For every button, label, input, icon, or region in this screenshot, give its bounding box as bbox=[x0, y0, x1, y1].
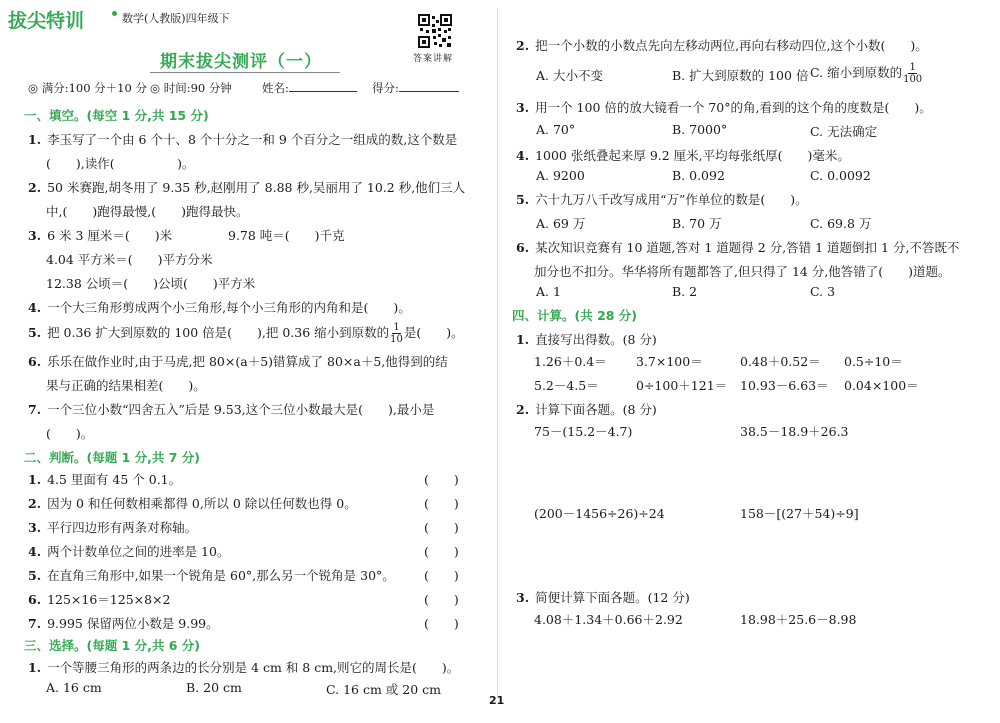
choice-6-cont: 加分也不扣分。华华将所有题都答了,但只得了 14 分,他答错了( )道题。 bbox=[534, 264, 951, 279]
choice-1: 1. 一个等腰三角形的两条边的长分别是 4 cm 和 8 cm,则它的周长是( )。 bbox=[28, 660, 460, 675]
qr-code-icon[interactable] bbox=[418, 14, 452, 48]
choice-4-option-b[interactable]: B. 0.092 bbox=[672, 168, 725, 183]
question-3b: 9.78 吨＝( )千克 bbox=[228, 228, 345, 243]
subject-label: 数学(人教版)四年级下 bbox=[122, 12, 230, 25]
judge-answer-4[interactable]: ( ) bbox=[424, 544, 459, 559]
bullet-dot-icon bbox=[112, 11, 117, 16]
judge-item-4: 4. 两个计数单位之间的进率是 10。 bbox=[28, 544, 230, 559]
choice-2-option-a[interactable]: A. 大小不变 bbox=[536, 68, 603, 83]
choice-1-option-a[interactable]: A. 16 cm bbox=[46, 680, 102, 695]
calc-2-item-a: 75－(15.2－4.7) bbox=[534, 424, 633, 439]
calc-1-item: 0.5÷10＝ bbox=[844, 354, 903, 369]
choice-4: 4. 1000 张纸叠起来厚 9.2 厘米,平均每张纸厚( )毫米。 bbox=[516, 148, 850, 163]
question-4: 4. 一个大三角形剪成两个小三角形,每个小三角形的内角和是( )。 bbox=[28, 300, 411, 315]
judge-answer-1[interactable]: ( ) bbox=[424, 472, 459, 487]
calc-1-item: 0.48＋0.52＝ bbox=[740, 354, 821, 369]
section-fill-blank: 一、填空。(每空 1 分,共 15 分) bbox=[24, 108, 209, 123]
page-number: 21 bbox=[489, 694, 505, 707]
choice-5: 5. 六十九万八千改写成用“万”作单位的数是( )。 bbox=[516, 192, 808, 207]
qr-caption: 答案讲解 bbox=[413, 54, 454, 64]
choice-6-option-b[interactable]: B. 2 bbox=[672, 284, 698, 299]
score-field[interactable]: 得分: bbox=[372, 80, 459, 96]
full-score-label: ◎ 满分:100 分＋10 分 bbox=[28, 81, 147, 95]
judge-answer-7[interactable]: ( ) bbox=[424, 616, 459, 631]
calc-1-item: 5.2－4.5＝ bbox=[534, 378, 599, 393]
judge-answer-6[interactable]: ( ) bbox=[424, 592, 459, 607]
calc-1-item: 0÷100＋121＝ bbox=[636, 378, 728, 393]
question-2: 2. 50 米赛跑,胡冬用了 9.35 秒,赵刚用了 8.88 秒,吴丽用了 10.2 秒,他们三人 bbox=[28, 180, 466, 195]
calc-1-item: 0.04×100＝ bbox=[844, 378, 919, 393]
question-1: 1. 李玉写了一个由 6 个十、8 个十分之一和 9 个百分之一组成的数,这个数是 bbox=[28, 132, 458, 147]
calc-1-item: 10.93－6.63＝ bbox=[740, 378, 829, 393]
calc-2-item-b: 38.5－18.9＋26.3 bbox=[740, 424, 849, 439]
choice-1-option-b[interactable]: B. 20 cm bbox=[186, 680, 242, 695]
page-divider bbox=[497, 8, 498, 698]
time-label: ◎ 时间:90 分钟 bbox=[150, 81, 232, 95]
calc-2-item-c: (200－1456÷26)÷24 bbox=[534, 506, 665, 521]
choice-6-option-a[interactable]: A. 1 bbox=[536, 284, 561, 299]
judge-answer-3[interactable]: ( ) bbox=[424, 520, 459, 535]
calc-2-item-d: 158－[(27＋54)÷9] bbox=[740, 506, 859, 521]
calc-3-item-a: 4.08＋1.34＋0.66＋2.92 bbox=[534, 612, 683, 627]
choice-1-option-c[interactable]: C. 16 cm 或 20 cm bbox=[326, 682, 441, 697]
calc-1-item: 3.7×100＝ bbox=[636, 354, 703, 369]
calc-1-item: 1.26＋0.4＝ bbox=[534, 354, 607, 369]
judge-item-6: 6. 125×16＝125×8×2 bbox=[28, 592, 171, 607]
brand-logo: 拔尖特训 bbox=[8, 10, 85, 32]
calc-2-heading: 2. 计算下面各题。(8 分) bbox=[516, 402, 657, 417]
choice-3-option-c[interactable]: C. 无法确定 bbox=[810, 124, 878, 139]
section-calculation: 四、计算。(共 28 分) bbox=[512, 308, 638, 323]
question-3d: 12.38 公顷＝( )公顷( )平方米 bbox=[46, 276, 256, 291]
choice-4-option-c[interactable]: C. 0.0092 bbox=[810, 168, 871, 183]
question-7: 7. 一个三位小数“四舍五入”后是 9.53,这个三位小数最大是( ),最小是 bbox=[28, 402, 435, 417]
question-1-cont: ( ),读作( )。 bbox=[46, 156, 195, 171]
name-field[interactable]: 姓名: bbox=[262, 80, 357, 96]
choice-2-option-b[interactable]: B. 扩大到原数的 100 倍 bbox=[672, 68, 809, 83]
question-3a: 3. 6 米 3 厘米＝( )米 bbox=[28, 228, 173, 243]
choice-5-option-b[interactable]: B. 70 万 bbox=[672, 216, 722, 231]
judge-item-1: 1. 4.5 里面有 45 个 0.1。 bbox=[28, 472, 182, 487]
question-7-cont: ( )。 bbox=[46, 426, 94, 441]
calc-1-heading: 1. 直接写出得数。(8 分) bbox=[516, 332, 657, 347]
judge-answer-5[interactable]: ( ) bbox=[424, 568, 459, 583]
question-5: 5. 把 0.36 扩大到原数的 100 倍是( ),把 0.36 缩小到原数的 $\frac{1}{10}$ 是( )。 bbox=[28, 322, 464, 345]
choice-6-option-c[interactable]: C. 3 bbox=[810, 284, 836, 299]
calc-3-heading: 3. 简便计算下面各题。(12 分) bbox=[516, 590, 690, 605]
judge-item-2: 2. 因为 0 和任何数相乘都得 0,所以 0 除以任何数也得 0。 bbox=[28, 496, 357, 511]
question-6: 6. 乐乐在做作业时,由于马虎,把 80×(a＋5)错算成了 80×a＋5,他得到的结 bbox=[28, 354, 448, 369]
judge-item-5: 5. 在直角三角形中,如果一个锐角是 60°,那么另一个锐角是 30°。 bbox=[28, 568, 395, 583]
section-choice: 三、选择。(每题 1 分,共 6 分) bbox=[24, 638, 200, 653]
fraction-one-tenth: $\frac{1}{10}$ bbox=[390, 322, 403, 345]
judge-item-7: 7. 9.995 保留两位小数是 9.99。 bbox=[28, 616, 219, 631]
fraction-one-hundredth: $\frac{1}{100}$ bbox=[903, 62, 923, 85]
question-3c: 4.04 平方米＝( )平方分米 bbox=[46, 252, 213, 267]
judge-item-3: 3. 平行四边形有两条对称轴。 bbox=[28, 520, 198, 535]
calc-3-item-b: 18.98＋25.6－8.98 bbox=[740, 612, 857, 627]
judge-answer-2[interactable]: ( ) bbox=[424, 496, 459, 511]
page-title: 期末拔尖测评（一） bbox=[160, 52, 322, 72]
choice-5-option-c[interactable]: C. 69.8 万 bbox=[810, 216, 872, 231]
title-underline bbox=[150, 72, 340, 73]
choice-4-option-a[interactable]: A. 9200 bbox=[536, 168, 585, 183]
choice-6: 6. 某次知识竞赛有 10 道题,答对 1 道题得 2 分,答错 1 道题倒扣 1 分,不答既不 bbox=[516, 240, 960, 255]
question-2-cont: 中,( )跑得最慢,( )跑得最快。 bbox=[46, 204, 249, 219]
question-6-cont: 果与正确的结果相差( )。 bbox=[46, 378, 206, 393]
choice-3-option-a[interactable]: A. 70° bbox=[536, 122, 576, 137]
choice-3: 3. 用一个 100 倍的放大镜看一个 70°的角,看到的这个角的度数是( )。 bbox=[516, 100, 932, 115]
choice-3-option-b[interactable]: B. 7000° bbox=[672, 122, 728, 137]
section-judge: 二、判断。(每题 1 分,共 7 分) bbox=[24, 450, 200, 465]
choice-5-option-a[interactable]: A. 69 万 bbox=[536, 216, 586, 231]
choice-2-option-c[interactable]: C. 缩小到原数的 $\frac{1}{100}$ bbox=[810, 62, 923, 85]
choice-2: 2. 把一个小数的小数点先向左移动两位,再向右移动四位,这个小数( )。 bbox=[516, 38, 928, 53]
